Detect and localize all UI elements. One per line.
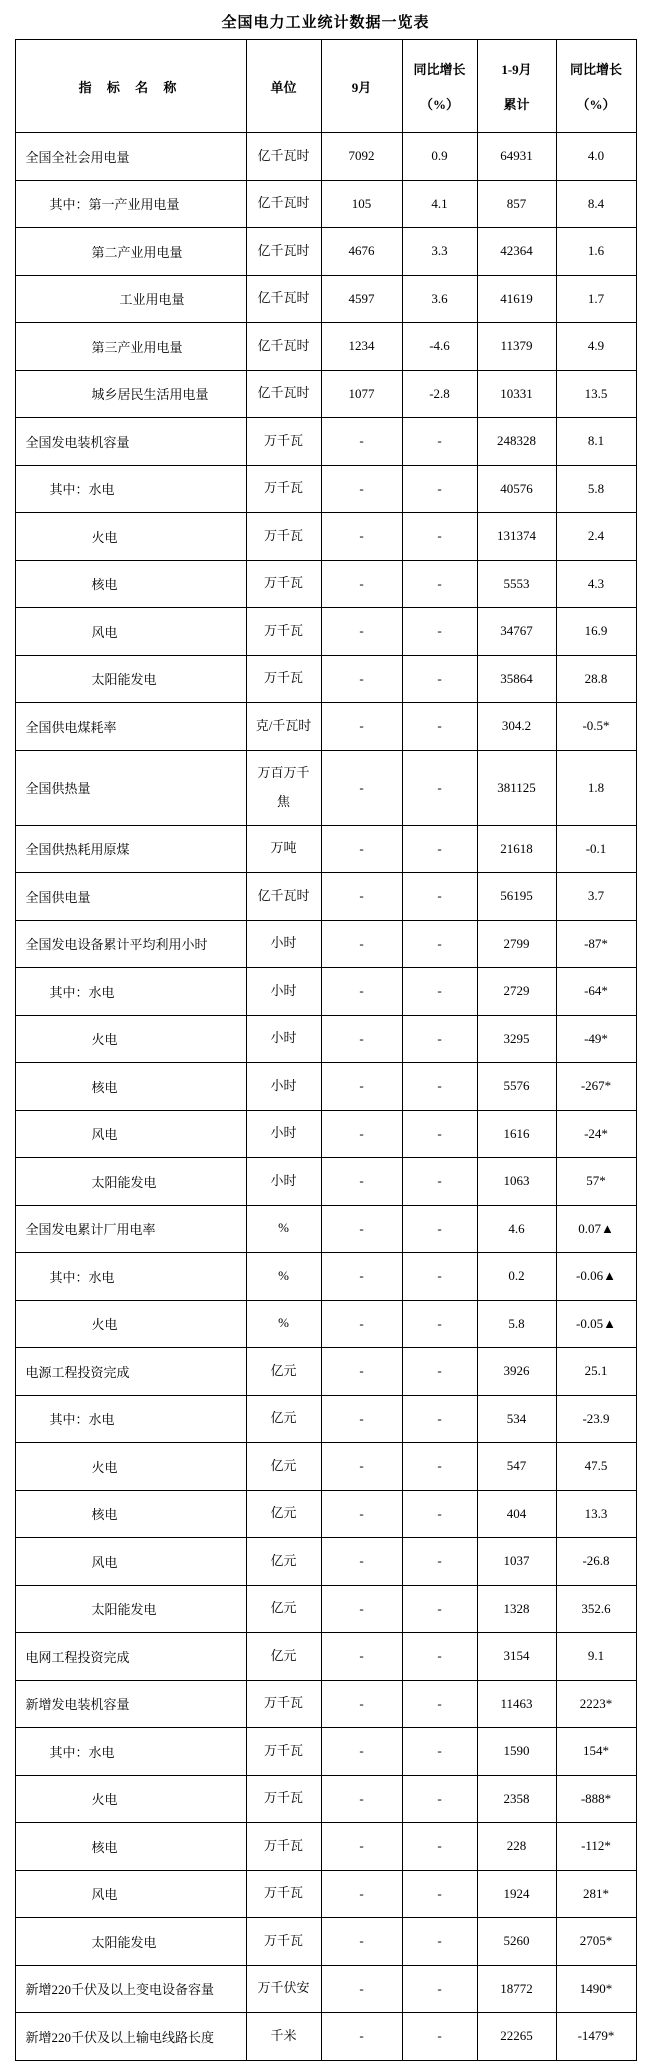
yoy-month-cell: - [402,1110,477,1158]
indicator-cell: 新增220千伏及以上变电设备容量 [15,1965,246,2013]
month-value-cell: - [321,703,402,751]
yoy-month-cell: - [402,1300,477,1348]
table-row [15,180,636,228]
unit-cell: 小时 [246,1110,321,1158]
unit-cell: 万千瓦 [246,418,321,466]
unit-cell: 万千瓦 [246,1918,321,1966]
indicator-cell: 全国供热耗用原煤 [15,825,246,873]
header-cumulative-line1: 1-9月 [501,62,532,77]
unit-cell: 亿元 [246,1633,321,1681]
yoy-cumulative-cell: 352.6 [556,1585,636,1633]
yoy-month-cell: - [402,2013,477,2061]
unit-cell: 亿千瓦时 [246,370,321,418]
month-value-cell: - [321,655,402,703]
unit-cell: 万千瓦 [246,1775,321,1823]
table-row [15,1680,636,1728]
unit-cell: % [246,1300,321,1348]
indicator-cell: 核电 [15,1063,246,1111]
yoy-month-cell: - [402,465,477,513]
unit-cell: 亿千瓦时 [246,873,321,921]
month-value-cell: - [321,1063,402,1111]
yoy-month-cell: - [402,418,477,466]
unit-cell: 亿元 [246,1443,321,1491]
cumulative-cell: 228 [477,1823,556,1871]
table-row [15,1918,636,1966]
month-value-cell: - [321,2013,402,2061]
cumulative-cell: 381125 [477,750,556,825]
table-row [15,1538,636,1586]
table-row [15,873,636,921]
yoy-month-cell: - [402,825,477,873]
month-value-cell: - [321,1870,402,1918]
table-row [15,228,636,276]
month-value-cell: - [321,608,402,656]
cumulative-cell: 1590 [477,1728,556,1776]
month-value-cell: - [321,1158,402,1206]
indicator-cell: 新增发电装机容量 [15,1680,246,1728]
table-row [15,1965,636,2013]
table-row [15,703,636,751]
table-row [15,1395,636,1443]
cumulative-cell: 131374 [477,513,556,561]
table-row [15,275,636,323]
indicator-cell: 风电 [15,1538,246,1586]
table-row [15,1110,636,1158]
cumulative-cell: 35864 [477,655,556,703]
yoy-cumulative-cell: -24* [556,1110,636,1158]
month-value-cell: - [321,1633,402,1681]
unit-cell: 万吨 [246,825,321,873]
table-row [15,750,636,825]
yoy-month-cell: - [402,608,477,656]
indicator-cell: 全国供电煤耗率 [15,703,246,751]
month-value-cell: - [321,1348,402,1396]
unit-cell: 万百万千焦 [246,750,321,825]
unit-cell: 克/千瓦时 [246,703,321,751]
yoy-cumulative-cell: -1479* [556,2013,636,2061]
cumulative-cell: 304.2 [477,703,556,751]
yoy-month-cell: - [402,1395,477,1443]
yoy-month-cell: - [402,1348,477,1396]
indicator-cell: 其中：水电 [15,1253,246,1301]
yoy-month-cell: - [402,1823,477,1871]
indicator-cell: 火电 [15,1775,246,1823]
unit-cell: 万千瓦 [246,655,321,703]
unit-cell: 万千瓦 [246,560,321,608]
yoy-month-cell: - [402,1063,477,1111]
cumulative-cell: 248328 [477,418,556,466]
yoy-month-cell: - [402,1490,477,1538]
unit-cell: % [246,1205,321,1253]
yoy-month-cell: - [402,1633,477,1681]
table-row [15,465,636,513]
indicator-cell: 全国全社会用电量 [15,133,246,181]
indicator-cell: 全国发电设备累计平均利用小时 [15,920,246,968]
unit-cell: 亿元 [246,1538,321,1586]
header-month: 9月 [321,40,402,133]
table-row [15,1348,636,1396]
cumulative-cell: 11379 [477,323,556,371]
indicator-cell: 电源工程投资完成 [15,1348,246,1396]
month-value-cell: - [321,825,402,873]
indicator-cell: 火电 [15,1443,246,1491]
indicator-cell: 第三产业用电量 [15,323,246,371]
yoy-cumulative-cell: 25.1 [556,1348,636,1396]
month-value-cell: 1234 [321,323,402,371]
month-value-cell: - [321,920,402,968]
indicator-cell: 太阳能发电 [15,655,246,703]
yoy-cumulative-cell: -0.5* [556,703,636,751]
unit-cell: 万千瓦 [246,1823,321,1871]
table-row [15,1775,636,1823]
month-value-cell: 1077 [321,370,402,418]
indicator-cell: 其中：水电 [15,1728,246,1776]
unit-cell: 亿千瓦时 [246,275,321,323]
indicator-cell: 其中：第一产业用电量 [15,180,246,228]
header-row [15,40,636,133]
cumulative-cell: 2799 [477,920,556,968]
yoy-cumulative-cell: 2223* [556,1680,636,1728]
yoy-cumulative-cell: 1.7 [556,275,636,323]
cumulative-cell: 4.6 [477,1205,556,1253]
cumulative-cell: 547 [477,1443,556,1491]
yoy-month-cell: 0.9 [402,133,477,181]
unit-cell: 万千瓦 [246,1728,321,1776]
yoy-month-cell: - [402,513,477,561]
cumulative-cell: 1037 [477,1538,556,1586]
cumulative-cell: 5.8 [477,1300,556,1348]
unit-cell: 小时 [246,920,321,968]
indicator-cell: 城乡居民生活用电量 [15,370,246,418]
month-value-cell: - [321,465,402,513]
table-row [15,608,636,656]
cumulative-cell: 1063 [477,1158,556,1206]
indicator-cell: 其中：水电 [15,1395,246,1443]
cumulative-cell: 34767 [477,608,556,656]
table-row [15,1205,636,1253]
indicator-cell: 其中：水电 [15,465,246,513]
month-value-cell: - [321,1253,402,1301]
yoy-month-cell: 4.1 [402,180,477,228]
page-title: 全国电力工业统计数据一览表 [221,15,430,31]
yoy-cumulative-cell: 4.3 [556,560,636,608]
unit-cell: 小时 [246,1015,321,1063]
yoy-month-cell: - [402,655,477,703]
yoy-cumulative-cell: 0.07▲ [556,1205,636,1253]
unit-cell: % [246,1253,321,1301]
cumulative-cell: 1924 [477,1870,556,1918]
cumulative-cell: 2729 [477,968,556,1016]
unit-cell: 亿千瓦时 [246,133,321,181]
month-value-cell: 105 [321,180,402,228]
table-body [15,133,636,2061]
yoy-cumulative-cell: 16.9 [556,608,636,656]
yoy-cumulative-cell: 28.8 [556,655,636,703]
indicator-cell: 核电 [15,560,246,608]
unit-cell: 小时 [246,968,321,1016]
cumulative-cell: 5260 [477,1918,556,1966]
yoy-cumulative-cell: -23.9 [556,1395,636,1443]
cumulative-cell: 40576 [477,465,556,513]
table-row [15,1253,636,1301]
month-value-cell: - [321,1015,402,1063]
yoy-month-cell: - [402,1158,477,1206]
header-unit: 单位 [246,40,321,133]
month-value-cell: - [321,968,402,1016]
unit-cell: 亿元 [246,1348,321,1396]
cumulative-cell: 64931 [477,133,556,181]
header-indicator-label: 指 标 名 称 [78,79,183,95]
yoy-month-cell: - [402,968,477,1016]
indicator-cell: 核电 [15,1823,246,1871]
unit-cell: 万千瓦 [246,465,321,513]
indicator-cell: 太阳能发电 [15,1918,246,1966]
indicator-cell: 全国发电装机容量 [15,418,246,466]
yoy-month-cell: -2.8 [402,370,477,418]
indicator-cell: 风电 [15,1870,246,1918]
yoy-cumulative-cell: 8.1 [556,418,636,466]
yoy-month-cell: - [402,1775,477,1823]
table-row [15,1443,636,1491]
yoy-month-cell: 3.6 [402,275,477,323]
unit-cell: 小时 [246,1063,321,1111]
table-row [15,655,636,703]
yoy-cumulative-cell: -0.06▲ [556,1253,636,1301]
table-row [15,1300,636,1348]
table-row [15,1158,636,1206]
yoy-cumulative-cell: -26.8 [556,1538,636,1586]
cumulative-cell: 0.2 [477,1253,556,1301]
indicator-cell: 其中：水电 [15,968,246,1016]
month-value-cell: - [321,418,402,466]
table-row [15,825,636,873]
cumulative-cell: 5553 [477,560,556,608]
indicator-cell: 核电 [15,1490,246,1538]
header-yoy-month-line1: 同比增长 [413,62,466,77]
table-row [15,1585,636,1633]
yoy-cumulative-cell: 5.8 [556,465,636,513]
indicator-cell: 全国供电量 [15,873,246,921]
yoy-month-cell: - [402,703,477,751]
table-row [15,968,636,1016]
yoy-cumulative-cell: 1490* [556,1965,636,2013]
indicator-cell: 电网工程投资完成 [15,1633,246,1681]
month-value-cell: - [321,750,402,825]
yoy-cumulative-cell: 281* [556,1870,636,1918]
unit-cell: 亿千瓦时 [246,180,321,228]
yoy-cumulative-cell: 154* [556,1728,636,1776]
yoy-cumulative-cell: 9.1 [556,1633,636,1681]
unit-cell: 亿千瓦时 [246,323,321,371]
unit-cell: 万千瓦 [246,1680,321,1728]
cumulative-cell: 404 [477,1490,556,1538]
yoy-cumulative-cell: 13.3 [556,1490,636,1538]
month-value-cell: - [321,1585,402,1633]
indicator-cell: 风电 [15,608,246,656]
yoy-month-cell: 3.3 [402,228,477,276]
header-yoy-month-line2: （%） [419,97,459,112]
cumulative-cell: 3154 [477,1633,556,1681]
table-row [15,2013,636,2061]
table-row [15,1633,636,1681]
yoy-month-cell: - [402,1443,477,1491]
month-value-cell: - [321,560,402,608]
table-row [15,1870,636,1918]
month-value-cell: - [321,1965,402,2013]
month-value-cell: - [321,1205,402,1253]
header-yoy-cumulative [556,40,636,133]
table-row [15,370,636,418]
yoy-month-cell: - [402,1870,477,1918]
month-value-cell: - [321,513,402,561]
yoy-cumulative-cell: 8.4 [556,180,636,228]
yoy-cumulative-cell: 47.5 [556,1443,636,1491]
table-row [15,1728,636,1776]
month-value-cell: - [321,1395,402,1443]
yoy-cumulative-cell: 13.5 [556,370,636,418]
indicator-cell: 火电 [15,1015,246,1063]
yoy-month-cell: - [402,1680,477,1728]
month-value-cell: - [321,873,402,921]
cumulative-cell: 3926 [477,1348,556,1396]
table-row [15,920,636,968]
yoy-cumulative-cell: 1.8 [556,750,636,825]
indicator-cell: 第二产业用电量 [15,228,246,276]
indicator-cell: 工业用电量 [15,275,246,323]
table-row [15,1015,636,1063]
cumulative-cell: 42364 [477,228,556,276]
yoy-month-cell: - [402,1965,477,2013]
month-value-cell: - [321,1110,402,1158]
yoy-month-cell: - [402,750,477,825]
month-value-cell: - [321,1728,402,1776]
yoy-cumulative-cell: -64* [556,968,636,1016]
cumulative-cell: 11463 [477,1680,556,1728]
indicator-cell: 全国供热量 [15,750,246,825]
yoy-cumulative-cell: 57* [556,1158,636,1206]
yoy-month-cell: - [402,1253,477,1301]
cumulative-cell: 56195 [477,873,556,921]
cumulative-cell: 857 [477,180,556,228]
statistics-table [15,39,637,2061]
indicator-cell: 全国发电累计厂用电率 [15,1205,246,1253]
yoy-cumulative-cell: -0.1 [556,825,636,873]
unit-cell: 亿元 [246,1490,321,1538]
yoy-month-cell: - [402,1918,477,1966]
month-value-cell: - [321,1300,402,1348]
cumulative-cell: 21618 [477,825,556,873]
month-value-cell: - [321,1490,402,1538]
cumulative-cell: 2358 [477,1775,556,1823]
month-value-cell: - [321,1680,402,1728]
month-value-cell: - [321,1443,402,1491]
yoy-month-cell: - [402,560,477,608]
cumulative-cell: 534 [477,1395,556,1443]
yoy-cumulative-cell: 1.6 [556,228,636,276]
yoy-month-cell: - [402,1728,477,1776]
unit-cell: 亿元 [246,1585,321,1633]
yoy-month-cell: - [402,1538,477,1586]
indicator-cell: 太阳能发电 [15,1158,246,1206]
cumulative-cell: 41619 [477,275,556,323]
unit-cell: 万千瓦 [246,513,321,561]
month-value-cell: 4676 [321,228,402,276]
table-row [15,1490,636,1538]
table-row [15,1063,636,1111]
indicator-cell: 火电 [15,513,246,561]
yoy-month-cell: - [402,1015,477,1063]
cumulative-cell: 3295 [477,1015,556,1063]
yoy-cumulative-cell: -49* [556,1015,636,1063]
cumulative-cell: 10331 [477,370,556,418]
cumulative-cell: 1328 [477,1585,556,1633]
indicator-cell: 火电 [15,1300,246,1348]
yoy-cumulative-cell: -888* [556,1775,636,1823]
yoy-cumulative-cell: 2705* [556,1918,636,1966]
unit-cell: 万千伏安 [246,1965,321,2013]
table-row [15,560,636,608]
unit-cell: 亿千瓦时 [246,228,321,276]
yoy-cumulative-cell: -112* [556,1823,636,1871]
cumulative-cell: 5576 [477,1063,556,1111]
indicator-cell: 风电 [15,1110,246,1158]
indicator-cell: 太阳能发电 [15,1585,246,1633]
header-yoy-cumulative-line1: 同比增长 [569,62,622,77]
month-value-cell: 7092 [321,133,402,181]
yoy-month-cell: - [402,920,477,968]
unit-cell: 万千瓦 [246,1870,321,1918]
yoy-cumulative-cell: 4.9 [556,323,636,371]
unit-cell: 万千瓦 [246,608,321,656]
month-value-cell: - [321,1918,402,1966]
unit-cell: 小时 [246,1158,321,1206]
yoy-cumulative-cell: 4.0 [556,133,636,181]
header-indicator [15,40,246,133]
month-value-cell: - [321,1823,402,1871]
header-cumulative [477,40,556,133]
unit-cell: 亿元 [246,1395,321,1443]
month-value-cell: - [321,1775,402,1823]
table-row [15,1823,636,1871]
yoy-cumulative-cell: 2.4 [556,513,636,561]
cumulative-cell: 1616 [477,1110,556,1158]
month-value-cell: - [321,1538,402,1586]
yoy-month-cell: - [402,873,477,921]
table-row [15,323,636,371]
indicator-cell: 新增220千伏及以上输电线路长度 [15,2013,246,2061]
unit-cell: 千米 [246,2013,321,2061]
yoy-cumulative-cell: -87* [556,920,636,968]
cumulative-cell: 18772 [477,1965,556,2013]
month-value-cell: 4597 [321,275,402,323]
table-row [15,133,636,181]
header-yoy-cumulative-line2: （%） [576,97,616,112]
yoy-cumulative-cell: 3.7 [556,873,636,921]
cumulative-cell: 22265 [477,2013,556,2061]
header-cumulative-line2: 累计 [503,97,530,112]
yoy-month-cell: -4.6 [402,323,477,371]
header-yoy-month [402,40,477,133]
yoy-cumulative-cell: -0.05▲ [556,1300,636,1348]
yoy-cumulative-cell: -267* [556,1063,636,1111]
table-row [15,513,636,561]
yoy-month-cell: - [402,1585,477,1633]
yoy-month-cell: - [402,1205,477,1253]
table-row [15,418,636,466]
